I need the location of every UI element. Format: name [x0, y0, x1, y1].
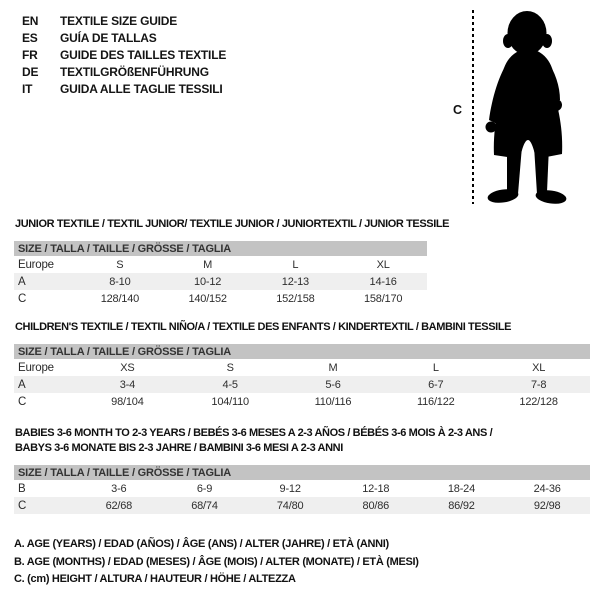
size-cell: XL	[532, 361, 546, 374]
language-title: TEXTILGRÖßENFÜHRUNG	[60, 65, 209, 79]
size-cell: 14-16	[339, 273, 427, 290]
size-cell: 4-5	[179, 376, 282, 393]
size-table-row	[14, 376, 590, 393]
row-label: A	[14, 376, 76, 393]
size-cell: 158/170	[363, 292, 403, 305]
section-title	[15, 320, 590, 335]
language-row	[22, 81, 226, 98]
language-row	[22, 47, 226, 64]
size-cell: 128/140	[100, 292, 140, 305]
row-label: A	[14, 273, 76, 290]
row-label: B	[18, 482, 26, 495]
size-header-cell: SIZE / TALLA / TAILLE / GRÖSSE / TAGLIA	[14, 465, 590, 480]
size-table	[14, 241, 427, 307]
section-title-line: BABIES 3-6 MONTH TO 2-3 YEARS / BEBÉS 3-6 MESES A 2-3 AÑOS / BÉBÉS 3-6 MOIS À 2-3 ANS /	[15, 427, 493, 439]
size-table	[14, 465, 590, 514]
size-cell: 86/92	[419, 497, 505, 514]
size-header-row	[14, 465, 590, 480]
section-title	[15, 217, 450, 232]
section-childrens-textile	[14, 320, 590, 410]
section-junior-textile	[14, 217, 450, 307]
size-cell: L	[292, 258, 299, 271]
size-cell: 98/104	[111, 395, 144, 408]
size-cell: 5-6	[282, 376, 385, 393]
footnote-legend	[14, 536, 419, 589]
language-title: TEXTILE SIZE GUIDE	[60, 14, 178, 28]
section-title	[15, 426, 590, 456]
size-cell: M	[328, 361, 338, 374]
language-title: GUÍA DE TALLAS	[60, 31, 157, 45]
size-table-row	[14, 256, 427, 273]
size-cell: 74/80	[247, 497, 333, 514]
size-cell: 92/98	[504, 497, 590, 514]
size-cell: 9-12	[279, 482, 301, 495]
size-cell: 68/74	[162, 497, 248, 514]
language-title: GUIDA ALLE TAGLIE TESSILI	[60, 82, 223, 96]
size-table-row	[14, 273, 427, 290]
row-label: Europe	[18, 258, 54, 271]
size-cell: 12-18	[362, 482, 390, 495]
language-title-block	[22, 13, 226, 98]
size-cell: XS	[120, 361, 135, 374]
section-title-line: BABYS 3-6 MONATE BIS 2-3 JAHRE / BAMBINI 3-6 MESI A 2-3 ANNI	[15, 442, 343, 454]
size-table-row	[14, 290, 427, 307]
footnote-line: A. AGE (YEARS) / EDAD (AÑOS) / ÂGE (ANS) / ALTER (JAHRE) / ETÀ (ANNI)	[14, 538, 389, 550]
size-cell: 104/110	[211, 395, 249, 408]
size-cell: 18-24	[447, 482, 476, 495]
row-label: C	[18, 395, 27, 408]
size-cell: S	[116, 258, 124, 271]
language-code: DE	[22, 65, 39, 79]
height-measure-dashed-line	[472, 10, 474, 204]
size-table-row	[14, 359, 590, 376]
size-cell: 3-6	[111, 482, 127, 495]
size-cell: M	[203, 258, 213, 271]
size-header-cell: SIZE / TALLA / TAILLE / GRÖSSE / TAGLIA	[14, 344, 590, 359]
section-babies-textile	[14, 426, 590, 514]
language-row	[22, 64, 226, 81]
size-header-row	[14, 344, 590, 359]
size-cell: 110/116	[314, 395, 352, 408]
size-cell: 24-36	[533, 482, 561, 495]
size-cell: S	[226, 361, 234, 374]
size-cell: 152/158	[276, 292, 315, 305]
size-cell: 80/86	[333, 497, 419, 514]
language-code: EN	[22, 14, 39, 28]
size-cell: 6-7	[384, 376, 487, 393]
toddler-silhouette-icon	[481, 8, 573, 204]
row-label: Europe	[18, 361, 54, 374]
size-cell: 3-4	[76, 376, 179, 393]
size-cell: 122/128	[519, 395, 558, 408]
section-title-line: JUNIOR TEXTILE / TEXTIL JUNIOR/ TEXTILE JUNIOR / JUNIORTEXTIL / JUNIOR TESSILE	[15, 218, 450, 230]
size-cell: 6-9	[196, 482, 213, 495]
size-cell: 12-13	[252, 273, 340, 290]
size-cell: 7-8	[487, 376, 590, 393]
footnote-line: C. (cm) HEIGHT / ALTURA / HAUTEUR / HÖHE / ALTEZZA	[14, 573, 296, 585]
size-cell: 8-10	[76, 273, 164, 290]
language-row	[22, 30, 226, 47]
size-cell: 140/152	[188, 292, 227, 305]
section-title-line: CHILDREN'S TEXTILE / TEXTIL NIÑO/A / TEXTILE DES ENFANTS / KINDERTEXTIL / BAMBINI TESSILE	[15, 321, 512, 333]
size-table	[14, 344, 590, 410]
row-label: C	[18, 292, 27, 305]
size-header-row	[14, 241, 427, 256]
size-table-row	[14, 497, 590, 514]
language-code: FR	[22, 48, 38, 62]
size-table-row	[14, 480, 590, 497]
row-label: C	[14, 497, 76, 514]
language-code: IT	[22, 82, 33, 96]
size-table-row	[14, 393, 590, 410]
size-cell: L	[432, 361, 439, 374]
language-code: ES	[22, 31, 38, 45]
size-cell: 62/68	[76, 497, 162, 514]
height-measure-label: C	[453, 103, 463, 117]
language-title: GUIDE DES TAILLES TEXTILE	[60, 48, 227, 62]
language-row	[22, 13, 226, 30]
size-cell: 116/122	[417, 395, 455, 408]
size-header-cell: SIZE / TALLA / TAILLE / GRÖSSE / TAGLIA	[14, 241, 427, 256]
size-cell: XL	[376, 258, 390, 271]
size-cell: 10-12	[164, 273, 252, 290]
footnote-line: B. AGE (MONTHS) / EDAD (MESES) / ÂGE (MOIS) / ALTER (MONATE) / ETÀ (MESI)	[14, 555, 419, 568]
